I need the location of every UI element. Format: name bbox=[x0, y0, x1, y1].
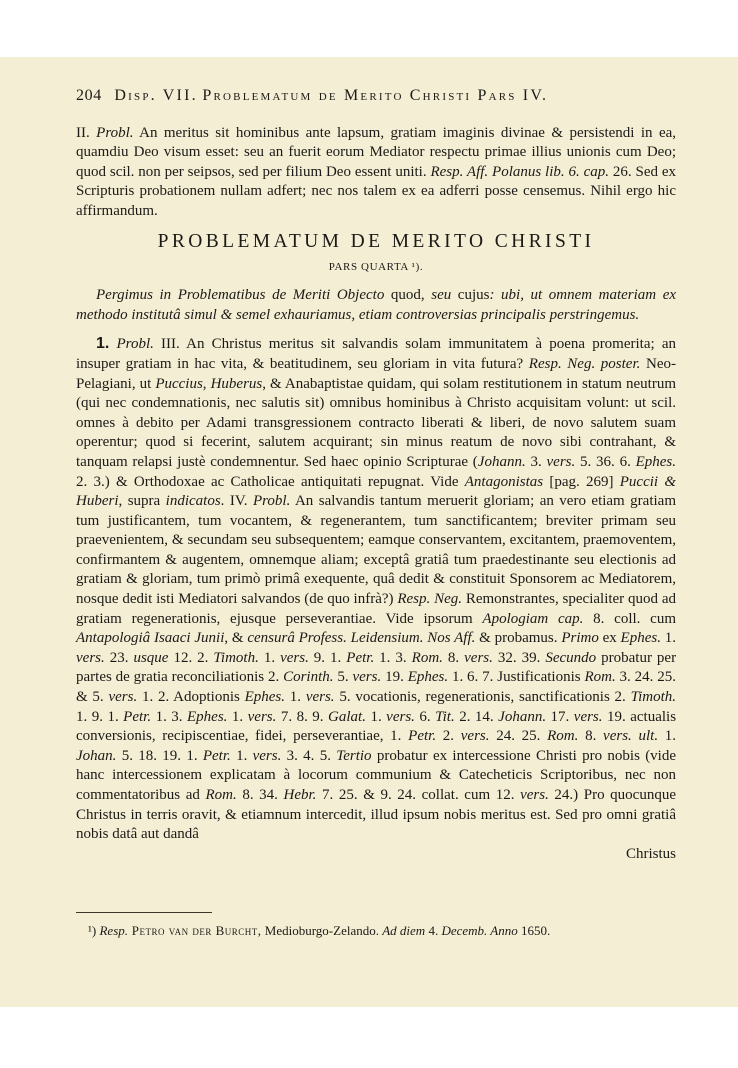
footnote: ¹) Resp. Petro van der Burcht, Medioburgo-Zelando. Ad diem 4. Decemb. Anno 1650. bbox=[88, 923, 551, 938]
section-title: PROBLEMATUM DE MERITO CHRISTI bbox=[157, 230, 595, 252]
running-head bbox=[76, 86, 676, 106]
main-paragraph: 1. Probl. III. An Christus meritus sit salvandis solam immunitatem à poena promerita; an insuper gratiam in hac vita, & beatitudinem, seu gloriam in vita futura? Resp. Neg. poster. Neo-Pelagiani, ut Puccius, Huberus, & Anabaptistae quidam, qui solam restitutionem in statum neutrum (qui nec condemnationis, nec salutis sit) omnibus hominibus à Christo acquisitam volunt: ut scil. omnes à debito per Adami transgressionem contracto liberati & liberi, de novo salutem suam operentur; quod si fecerint, salutem acquirant; sin minus reatum de novo sibi contrahant, & tanquam relapsi justè condemnentur. Sed haec opinio Scripturae (Johann. 3. vers. 5. 36. 6. Ephes. 2. 3.) & Orthodoxae ac Catholicae antiquitati repugnat. Vide Antagonistas [pag. 269] Puccii & Huberi, supra indicatos. IV. Probl. An salvandis tantum meruerit gloriam; an vero etiam gratiam tum justificantem, tum vocantem, & regenerantem, tum sanctificantem; breviter primam seu praevenientem, & secundam seu subsequentem; eamque conservantem, excitantem, praemoventem, confirmantem & augentem, omnemque aliam; exceptâ gratiâ tum praedestinante seu electionis ad gratiam & gloriam, tum primò primâ exequente, quâ dedit & constituit Sponsorem ac Mediatorem, nosque dedit isti Mediatori salvandos (de quo infrà?) Resp. Neg. Remonstrantes, specialiter quod ad gratiam regenerationis, ejusque perseverantiae. Vide ipsorum Apologiam cap. 8. coll. cum Antapologiâ Isaaci Junii, & censurâ Profess. Leidensium. Nos Aff. & probamus. Primo ex Ephes. 1. vers. 23. usque 12. 2. Timoth. 1. vers. 9. 1. Petr. 1. 3. Rom. 8. vers. 32. 39. Secundo probatur per partes de gratia reconciliationis 2. Corinth. 5. vers. 19. Ephes. 1. 6. 7. Justificationis Rom. 3. 24. 25. & 5. vers. 1. 2. Adoptionis Ephes. 1. vers. 5. vocationis, regenerationis, sanctificationis 2. Timoth. 1. 9. 1. Petr. 1. 3. Ephes. 1. vers. 7. 8. 9. Galat. 1. vers. 6. Tit. 2. 14. Johann. 17. vers. 19. actualis conversionis, recipiscentiae, fidei, perseverantiae, 1. Petr. 2. vers. 24. 25. Rom. 8. vers. ult. 1. Johan. 5. 18. 19. 1. Petr. 1. vers. 3. 4. 5. Tertio probatur ex intercessione Christi pro nobis (vide hanc intercessionem explicatam à locorum communium & Catecheticis Scriptoribus, nec non commentatoribus ad Rom. 8. 34. Hebr. 7. 25. & 9. 24. collat. cum 12. vers. 24.) Pro quocunque Christus in terris oravit, & etiamnum intercedit, illud ipsum nobis meritus est. Sed pro omni gratiâ nobis datâ aut dandâ bbox=[76, 335, 677, 843]
page-body bbox=[76, 86, 676, 864]
page-number: 204 bbox=[76, 87, 102, 104]
footnote-divider bbox=[76, 912, 212, 913]
section-subtitle: PARS QUARTA ¹). bbox=[328, 260, 424, 273]
intro-paragraph: Pergimus in Problematibus de Meriti Objecto quod, seu cujus: ubi, ut omnem materiam ex methodo institutâ simul & semel exhauriamus, etiam controversias principalis perstringemus. bbox=[76, 287, 677, 323]
catchword: Christus bbox=[625, 845, 676, 862]
disputation-label: Disp. VII. bbox=[114, 87, 198, 104]
running-title: Problematum de Merito Christi Pars IV. bbox=[202, 87, 549, 104]
paragraph-problem-ii: II. Probl. An meritus sit hominibus ante lapsum, gratiam imaginis divinae & persistendi in ea, quamdiu Deo visum esset: seu an fuerit eorum Mediator respectu primae illius unionis cum Deo; quod scil. non per seipsos, sed per filium Deo essent uniti. Resp. Aff. Polanus lib. 6. cap. 26. Sed ex Scripturis probationem nullam adfert; nec nos talem ex ea adferri posse censemus. Nihil ergo hic affirmandum. bbox=[76, 124, 677, 219]
paragraph-number: 1. bbox=[96, 335, 110, 353]
